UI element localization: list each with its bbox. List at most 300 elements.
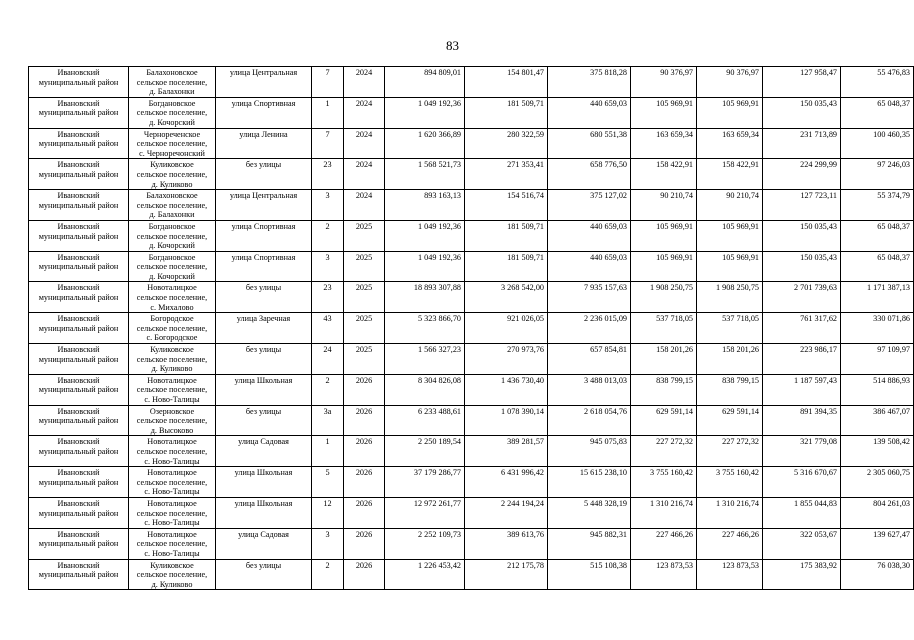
year-cell: 2025 <box>344 220 385 251</box>
district-cell-line: муниципальный район <box>38 354 119 364</box>
amount-cell-6: 1 187 597,43 <box>763 374 841 405</box>
amount-cell-3: 440 659,03 <box>548 251 631 282</box>
district-cell <box>29 190 129 221</box>
settlement-cell-line: Богдановское <box>148 98 196 108</box>
amount-cell-6: 891 394,35 <box>763 405 841 436</box>
settlement-cell <box>129 220 216 251</box>
settlement-cell-line: сельское поселение, <box>136 446 208 456</box>
district-cell <box>29 436 129 467</box>
house-number-cell: 1 <box>312 436 344 467</box>
amount-cell-6: 175 383,92 <box>763 559 841 590</box>
table-row <box>29 190 914 221</box>
amount-cell-4: 158 422,91 <box>631 159 697 190</box>
amount-cell-3: 7 935 157,63 <box>548 282 631 313</box>
amount-cell-1: 6 233 488,61 <box>385 405 465 436</box>
amount-cell-2: 270 973,76 <box>465 344 548 375</box>
settlement-cell-line: Куликовское <box>150 160 194 170</box>
settlement-cell-line: д. Высоково <box>150 425 194 435</box>
amount-cell-4: 90 376,97 <box>631 67 697 98</box>
amount-cell-2: 3 268 542,00 <box>465 282 548 313</box>
amount-cell-6: 2 701 739,63 <box>763 282 841 313</box>
house-number-cell: 23 <box>312 282 344 313</box>
settlement-cell-line: сельское поселение, <box>136 385 208 395</box>
district-cell-line: Ивановский <box>57 560 100 570</box>
table-row <box>29 67 914 98</box>
street-cell: улица Школьная <box>216 467 312 498</box>
settlement-cell-line: Озерновское <box>149 406 195 416</box>
table-row <box>29 405 914 436</box>
street-cell: улица Спортивная <box>216 97 312 128</box>
amount-cell-4: 105 969,91 <box>631 251 697 282</box>
amount-cell-5: 227 272,32 <box>697 436 763 467</box>
table-body <box>29 67 914 590</box>
amount-cell-5: 838 799,15 <box>697 374 763 405</box>
settlement-cell-line: д. Кочорский <box>149 271 195 281</box>
amount-cell-1: 18 893 307,88 <box>385 282 465 313</box>
district-cell-line: Ивановский <box>57 529 100 539</box>
amount-cell-4: 105 969,91 <box>631 97 697 128</box>
district-cell-line: Ивановский <box>57 498 100 508</box>
amount-cell-4: 1 908 250,75 <box>631 282 697 313</box>
district-cell-line: муниципальный район <box>38 570 119 580</box>
amount-cell-2: 271 353,41 <box>465 159 548 190</box>
amount-cell-4: 838 799,15 <box>631 374 697 405</box>
settlement-cell-line: с. Ново-Талицы <box>144 395 200 404</box>
amount-cell-7: 139 627,47 <box>841 528 914 559</box>
year-cell: 2026 <box>344 374 385 405</box>
amount-cell-4: 537 718,05 <box>631 313 697 344</box>
amount-cell-1: 893 163,13 <box>385 190 465 221</box>
amount-cell-6: 231 713,89 <box>763 128 841 159</box>
district-cell <box>29 344 129 375</box>
amount-cell-6: 5 316 670,67 <box>763 467 841 498</box>
district-cell <box>29 467 129 498</box>
district-cell-line: Ивановский <box>57 129 100 139</box>
settlement-cell-line: Богородское <box>150 314 194 324</box>
district-cell-line: Ивановский <box>57 191 100 201</box>
street-cell: без улицы <box>216 405 312 436</box>
table-row <box>29 251 914 282</box>
amount-cell-3: 658 776,50 <box>548 159 631 190</box>
house-number-cell: 2 <box>312 220 344 251</box>
amount-cell-7: 1 171 387,13 <box>841 282 914 313</box>
district-cell-line: Ивановский <box>57 221 100 231</box>
house-number-cell: 7 <box>312 67 344 98</box>
district-cell-line: Ивановский <box>57 345 100 355</box>
house-number-cell: 23 <box>312 159 344 190</box>
district-cell-line: муниципальный район <box>38 169 119 179</box>
amount-cell-2: 181 509,71 <box>465 251 548 282</box>
district-cell <box>29 282 129 313</box>
amount-cell-3: 15 615 238,10 <box>548 467 631 498</box>
amount-cell-6: 322 053,67 <box>763 528 841 559</box>
district-cell-line: муниципальный район <box>38 323 119 333</box>
settlement-cell <box>129 528 216 559</box>
amount-cell-6: 321 779,08 <box>763 436 841 467</box>
amount-cell-5: 105 969,91 <box>697 97 763 128</box>
settlement-cell-line: сельское поселение, <box>136 354 208 364</box>
amount-cell-5: 163 659,34 <box>697 128 763 159</box>
year-cell: 2026 <box>344 467 385 498</box>
amount-cell-7: 65 048,37 <box>841 251 914 282</box>
amount-cell-1: 12 972 261,77 <box>385 497 465 528</box>
settlement-cell-line: сельское поселение, <box>136 169 208 179</box>
amount-cell-2: 2 244 194,24 <box>465 497 548 528</box>
amount-cell-3: 515 108,38 <box>548 559 631 590</box>
district-cell <box>29 220 129 251</box>
settlement-cell-line: с. Ново-Талицы <box>144 487 200 497</box>
settlement-cell-line: Новоталицкое <box>147 468 197 478</box>
district-cell-line: муниципальный район <box>38 231 119 241</box>
amount-cell-7: 55 476,83 <box>841 67 914 98</box>
amount-cell-3: 3 488 013,03 <box>548 374 631 405</box>
amount-cell-6: 761 317,62 <box>763 313 841 344</box>
table-row <box>29 159 914 190</box>
house-number-cell: 3 <box>312 528 344 559</box>
street-cell: улица Ленина <box>216 128 312 159</box>
table-row <box>29 313 914 344</box>
amount-cell-4: 227 466,26 <box>631 528 697 559</box>
settlement-cell <box>129 282 216 313</box>
settlement-cell <box>129 374 216 405</box>
year-cell: 2024 <box>344 159 385 190</box>
settlement-cell-line: сельское поселение, <box>136 570 208 580</box>
district-cell <box>29 97 129 128</box>
district-cell <box>29 559 129 590</box>
amount-cell-7: 514 886,93 <box>841 374 914 405</box>
amount-cell-4: 163 659,34 <box>631 128 697 159</box>
amount-cell-6: 127 958,47 <box>763 67 841 98</box>
amount-cell-5: 537 718,05 <box>697 313 763 344</box>
settlement-cell-line: сельское поселение, <box>136 477 208 487</box>
amount-cell-3: 2 236 015,09 <box>548 313 631 344</box>
settlement-cell-line: д. Балахонки <box>149 210 195 220</box>
table-row <box>29 528 914 559</box>
district-cell-line: Ивановский <box>57 406 100 416</box>
settlement-cell-line: Чернореченское <box>143 129 201 139</box>
amount-cell-2: 921 026,05 <box>465 313 548 344</box>
year-cell: 2025 <box>344 282 385 313</box>
district-cell <box>29 159 129 190</box>
amount-cell-4: 90 210,74 <box>631 190 697 221</box>
table-row <box>29 282 914 313</box>
district-cell-line: муниципальный район <box>38 108 119 118</box>
table-row <box>29 97 914 128</box>
amount-cell-7: 100 460,35 <box>841 128 914 159</box>
amount-cell-2: 181 509,71 <box>465 97 548 128</box>
settlement-cell-line: сельское поселение, <box>136 323 208 333</box>
amount-cell-3: 5 448 328,19 <box>548 497 631 528</box>
settlement-cell <box>129 128 216 159</box>
year-cell: 2026 <box>344 436 385 467</box>
amount-cell-1: 1 049 192,36 <box>385 97 465 128</box>
amount-cell-2: 181 509,71 <box>465 220 548 251</box>
street-cell: улица Садовая <box>216 436 312 467</box>
table-row <box>29 497 914 528</box>
house-number-cell: 43 <box>312 313 344 344</box>
amount-cell-6: 1 855 044,83 <box>763 497 841 528</box>
settlement-cell <box>129 251 216 282</box>
amount-cell-1: 2 252 109,73 <box>385 528 465 559</box>
amount-cell-1: 1 226 453,42 <box>385 559 465 590</box>
year-cell: 2026 <box>344 405 385 436</box>
settlement-cell-line: сельское поселение, <box>136 416 208 426</box>
district-cell <box>29 251 129 282</box>
settlement-cell <box>129 313 216 344</box>
amount-cell-3: 375 127,02 <box>548 190 631 221</box>
district-cell-line: муниципальный район <box>38 446 119 456</box>
amount-cell-7: 97 109,97 <box>841 344 914 375</box>
settlement-cell-line: Куликовское <box>150 560 194 570</box>
amount-cell-5: 1 908 250,75 <box>697 282 763 313</box>
settlement-cell <box>129 159 216 190</box>
amount-cell-1: 5 323 866,70 <box>385 313 465 344</box>
amount-cell-5: 90 376,97 <box>697 67 763 98</box>
amount-cell-4: 3 755 160,42 <box>631 467 697 498</box>
house-number-cell: 3а <box>312 405 344 436</box>
amount-cell-1: 894 809,01 <box>385 67 465 98</box>
amount-cell-3: 657 854,81 <box>548 344 631 375</box>
amount-cell-4: 1 310 216,74 <box>631 497 697 528</box>
street-cell: без улицы <box>216 344 312 375</box>
settlement-cell-line: Новоталицкое <box>147 283 197 293</box>
settlement-cell-line: сельское поселение, <box>136 108 208 118</box>
amount-cell-3: 2 618 054,76 <box>548 405 631 436</box>
house-number-cell: 24 <box>312 344 344 375</box>
house-number-cell: 2 <box>312 559 344 590</box>
amount-cell-2: 389 281,57 <box>465 436 548 467</box>
amount-cell-3: 440 659,03 <box>548 97 631 128</box>
street-cell: улица Центральная <box>216 190 312 221</box>
amount-cell-5: 105 969,91 <box>697 220 763 251</box>
settlement-cell-line: сельское поселение, <box>136 200 208 210</box>
district-cell-line: Ивановский <box>57 283 100 293</box>
amount-cell-5: 227 466,26 <box>697 528 763 559</box>
house-number-cell: 5 <box>312 467 344 498</box>
district-cell-line: Ивановский <box>57 437 100 447</box>
amount-cell-7: 386 467,07 <box>841 405 914 436</box>
amount-cell-6: 223 986,17 <box>763 344 841 375</box>
street-cell: улица Спортивная <box>216 220 312 251</box>
amount-cell-7: 55 374,79 <box>841 190 914 221</box>
settlement-cell-line: сельское поселение, <box>136 139 208 149</box>
amount-cell-3: 945 075,83 <box>548 436 631 467</box>
amount-cell-6: 150 035,43 <box>763 251 841 282</box>
year-cell: 2024 <box>344 190 385 221</box>
year-cell: 2026 <box>344 528 385 559</box>
street-cell: улица Центральная <box>216 67 312 98</box>
page-number: 83 <box>446 38 459 53</box>
district-cell-line: муниципальный район <box>38 508 119 518</box>
house-number-cell: 7 <box>312 128 344 159</box>
settlement-cell-line: Богдановское <box>148 252 196 262</box>
amount-cell-5: 90 210,74 <box>697 190 763 221</box>
settlement-cell <box>129 497 216 528</box>
amount-cell-2: 280 322,59 <box>465 128 548 159</box>
street-cell: без улицы <box>216 159 312 190</box>
amount-cell-5: 629 591,14 <box>697 405 763 436</box>
house-number-cell: 3 <box>312 190 344 221</box>
district-cell-line: Ивановский <box>57 68 100 77</box>
settlement-cell-line: д. Куликово <box>151 579 193 589</box>
amount-cell-5: 158 201,26 <box>697 344 763 375</box>
settlement-cell-line: Новоталицкое <box>147 529 197 539</box>
street-cell: улица Школьная <box>216 374 312 405</box>
street-cell: улица Спортивная <box>216 251 312 282</box>
amount-cell-3: 680 551,38 <box>548 128 631 159</box>
settlement-cell-line: д. Куликово <box>151 364 193 374</box>
amount-cell-2: 154 801,47 <box>465 67 548 98</box>
amount-cell-3: 375 818,28 <box>548 67 631 98</box>
table-row <box>29 374 914 405</box>
street-cell: улица Заречная <box>216 313 312 344</box>
district-cell-line: Ивановский <box>57 314 100 324</box>
table-row <box>29 344 914 375</box>
amount-cell-7: 97 246,03 <box>841 159 914 190</box>
settlement-cell-line: сельское поселение, <box>136 508 208 518</box>
settlement-cell-line: с. Михалово <box>150 302 194 312</box>
settlement-cell-line: д. Балахонки <box>149 87 195 97</box>
district-cell-line: муниципальный район <box>38 262 119 272</box>
year-cell: 2026 <box>344 559 385 590</box>
settlement-cell-line: сельское поселение, <box>136 293 208 303</box>
amount-cell-6: 150 035,43 <box>763 220 841 251</box>
district-cell <box>29 497 129 528</box>
district-cell-line: Ивановский <box>57 160 100 170</box>
amount-cell-2: 212 175,78 <box>465 559 548 590</box>
settlement-cell-line: сельское поселение, <box>136 539 208 549</box>
settlement-cell <box>129 67 216 98</box>
settlement-cell-line: Богдановское <box>148 221 196 231</box>
year-cell: 2025 <box>344 251 385 282</box>
year-cell: 2026 <box>344 497 385 528</box>
table-row <box>29 436 914 467</box>
housing-repair-table <box>28 66 914 590</box>
amount-cell-4: 123 873,53 <box>631 559 697 590</box>
settlement-cell-line: сельское поселение, <box>136 262 208 272</box>
district-cell <box>29 374 129 405</box>
district-cell-line: муниципальный район <box>38 477 119 487</box>
settlement-cell-line: д. Кочорский <box>149 117 195 127</box>
amount-cell-4: 158 201,26 <box>631 344 697 375</box>
amount-cell-6: 224 299,99 <box>763 159 841 190</box>
amount-cell-1: 2 250 189,54 <box>385 436 465 467</box>
year-cell: 2025 <box>344 344 385 375</box>
amount-cell-5: 105 969,91 <box>697 251 763 282</box>
district-cell <box>29 528 129 559</box>
settlement-cell-line: Балахоновское <box>146 68 198 77</box>
street-cell: без улицы <box>216 282 312 313</box>
amount-cell-1: 8 304 826,08 <box>385 374 465 405</box>
amount-cell-1: 1 049 192,36 <box>385 220 465 251</box>
settlement-cell <box>129 97 216 128</box>
district-cell-line: Ивановский <box>57 468 100 478</box>
table-row <box>29 128 914 159</box>
district-cell <box>29 405 129 436</box>
amount-cell-5: 3 755 160,42 <box>697 467 763 498</box>
district-cell <box>29 67 129 98</box>
settlement-cell <box>129 344 216 375</box>
table-row <box>29 220 914 251</box>
district-cell-line: муниципальный район <box>38 416 119 426</box>
amount-cell-6: 127 723,11 <box>763 190 841 221</box>
district-cell-line: муниципальный район <box>38 77 119 87</box>
amount-cell-2: 154 516,74 <box>465 190 548 221</box>
settlement-cell-line: Балахоновское <box>146 191 198 201</box>
district-cell-line: Ивановский <box>57 98 100 108</box>
amount-cell-2: 6 431 996,42 <box>465 467 548 498</box>
settlement-cell-line: с. Ново-Талицы <box>144 548 200 558</box>
settlement-cell-line: с. Ново-Талицы <box>144 456 200 466</box>
settlement-cell-line: Новоталицкое <box>147 498 197 508</box>
district-cell-line: муниципальный район <box>38 139 119 149</box>
settlement-cell-line: сельское поселение, <box>136 231 208 241</box>
district-cell-line: муниципальный район <box>38 293 119 303</box>
amount-cell-2: 1 078 390,14 <box>465 405 548 436</box>
amount-cell-5: 158 422,91 <box>697 159 763 190</box>
house-number-cell: 12 <box>312 497 344 528</box>
district-cell-line: Ивановский <box>57 375 100 385</box>
amount-cell-2: 389 613,76 <box>465 528 548 559</box>
settlement-cell-line: с. Ново-Талицы <box>144 518 200 528</box>
district-cell <box>29 313 129 344</box>
amount-cell-5: 123 873,53 <box>697 559 763 590</box>
settlement-cell-line: сельское поселение, <box>136 77 208 87</box>
settlement-cell-line: Новоталицкое <box>147 437 197 447</box>
amount-cell-2: 1 436 730,40 <box>465 374 548 405</box>
amount-cell-1: 1 620 366,89 <box>385 128 465 159</box>
settlement-cell <box>129 190 216 221</box>
house-number-cell: 1 <box>312 97 344 128</box>
house-number-cell: 2 <box>312 374 344 405</box>
amount-cell-7: 65 048,37 <box>841 220 914 251</box>
district-cell-line: муниципальный район <box>38 385 119 395</box>
amount-cell-1: 1 568 521,73 <box>385 159 465 190</box>
settlement-cell-line: д. Куликово <box>151 179 193 189</box>
district-cell-line: муниципальный район <box>38 200 119 210</box>
settlement-cell-line: Куликовское <box>150 345 194 355</box>
settlement-cell <box>129 467 216 498</box>
district-cell <box>29 128 129 159</box>
amount-cell-7: 804 261,03 <box>841 497 914 528</box>
settlement-cell-line: с. Черноречонский <box>139 148 205 158</box>
settlement-cell-line: Новоталицкое <box>147 375 197 385</box>
amount-cell-6: 150 035,43 <box>763 97 841 128</box>
settlement-cell <box>129 436 216 467</box>
year-cell: 2024 <box>344 97 385 128</box>
table-row <box>29 467 914 498</box>
street-cell: улица Школьная <box>216 497 312 528</box>
settlement-cell-line: д. Кочорский <box>149 241 195 251</box>
amount-cell-5: 1 310 216,74 <box>697 497 763 528</box>
year-cell: 2025 <box>344 313 385 344</box>
amount-cell-7: 2 305 060,75 <box>841 467 914 498</box>
amount-cell-4: 629 591,14 <box>631 405 697 436</box>
street-cell: без улицы <box>216 559 312 590</box>
settlement-cell <box>129 405 216 436</box>
amount-cell-7: 76 038,30 <box>841 559 914 590</box>
amount-cell-1: 37 179 286,77 <box>385 467 465 498</box>
district-cell-line: Ивановский <box>57 252 100 262</box>
settlement-cell <box>129 559 216 590</box>
amount-cell-3: 945 882,31 <box>548 528 631 559</box>
street-cell: улица Садовая <box>216 528 312 559</box>
year-cell: 2024 <box>344 67 385 98</box>
house-number-cell: 3 <box>312 251 344 282</box>
amount-cell-1: 1 566 327,23 <box>385 344 465 375</box>
table-row <box>29 559 914 590</box>
year-cell: 2024 <box>344 128 385 159</box>
